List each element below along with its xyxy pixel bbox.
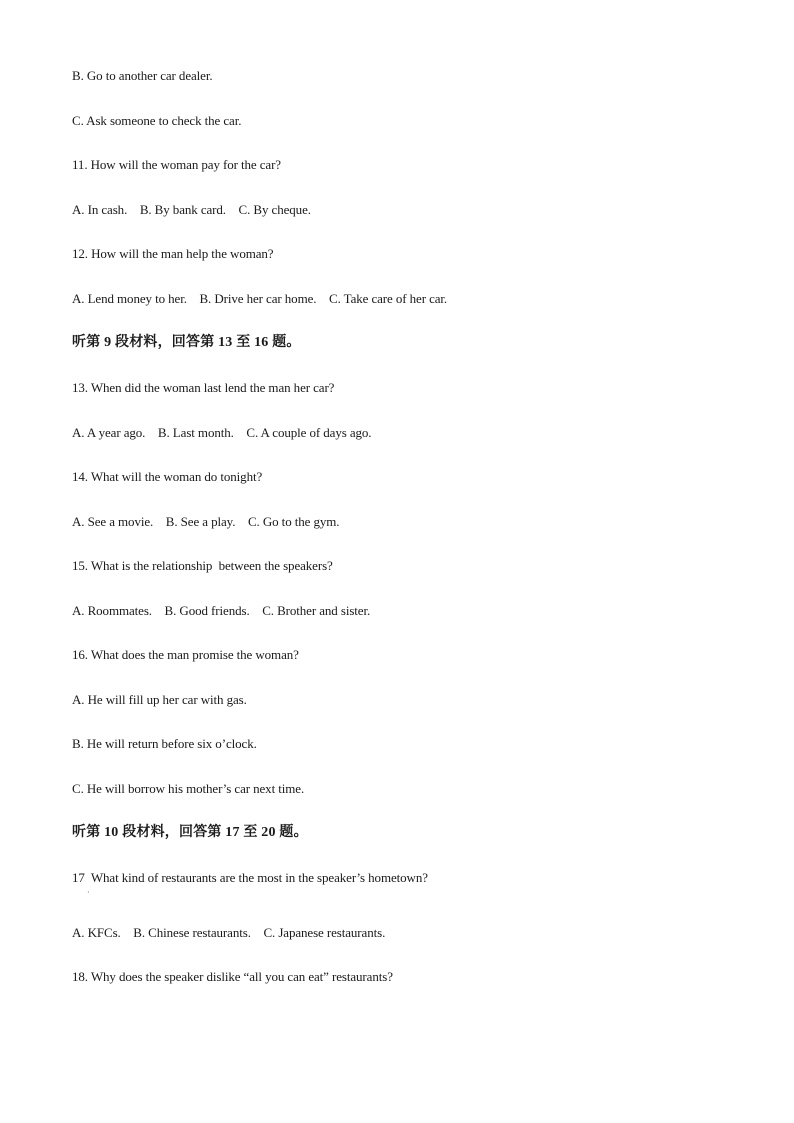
stray-mark: · <box>87 888 90 897</box>
options-14: A. See a movie. B. See a play. C. Go to the gym. <box>72 514 340 529</box>
question-13: 13. When did the woman last lend the man her car? <box>72 380 335 395</box>
option-10c: C. Ask someone to check the car. <box>72 113 242 128</box>
question-18: 18. Why does the speaker dislike “all you can eat” restaurants? <box>72 969 393 984</box>
section-heading-10: 听第 10 段材料，回答第 17 至 20 题。 <box>72 825 308 840</box>
options-15: A. Roommates. B. Good friends. C. Brother and sister. <box>72 603 371 618</box>
question-17: 17 What kind of restaurants are the most in the speaker’s hometown? <box>72 870 428 885</box>
options-11: A. In cash. B. By bank card. C. By cheque. <box>72 202 311 217</box>
option-16c: C. He will borrow his mother’s car next time. <box>72 781 305 796</box>
options-12: A. Lend money to her. B. Drive her car home. C. Take care of her car. <box>72 291 448 306</box>
question-15: 15. What is the relationship between the speakers? <box>72 558 333 573</box>
question-14: 14. What will the woman do tonight? <box>72 469 263 484</box>
option-10b: B. Go to another car dealer. <box>72 68 213 83</box>
question-16: 16. What does the man promise the woman? <box>72 647 299 662</box>
section-heading-9: 听第 9 段材料，回答第 13 至 16 题。 <box>72 335 301 350</box>
question-12: 12. How will the man help the woman? <box>72 246 274 261</box>
option-16b: B. He will return before six o’clock. <box>72 736 257 751</box>
options-17: A. KFCs. B. Chinese restaurants. C. Japanese restaurants. <box>72 925 386 940</box>
option-16a: A. He will fill up her car with gas. <box>72 692 247 707</box>
options-13: A. A year ago. B. Last month. C. A couple of days ago. <box>72 425 372 440</box>
question-11: 11. How will the woman pay for the car? <box>72 157 281 172</box>
